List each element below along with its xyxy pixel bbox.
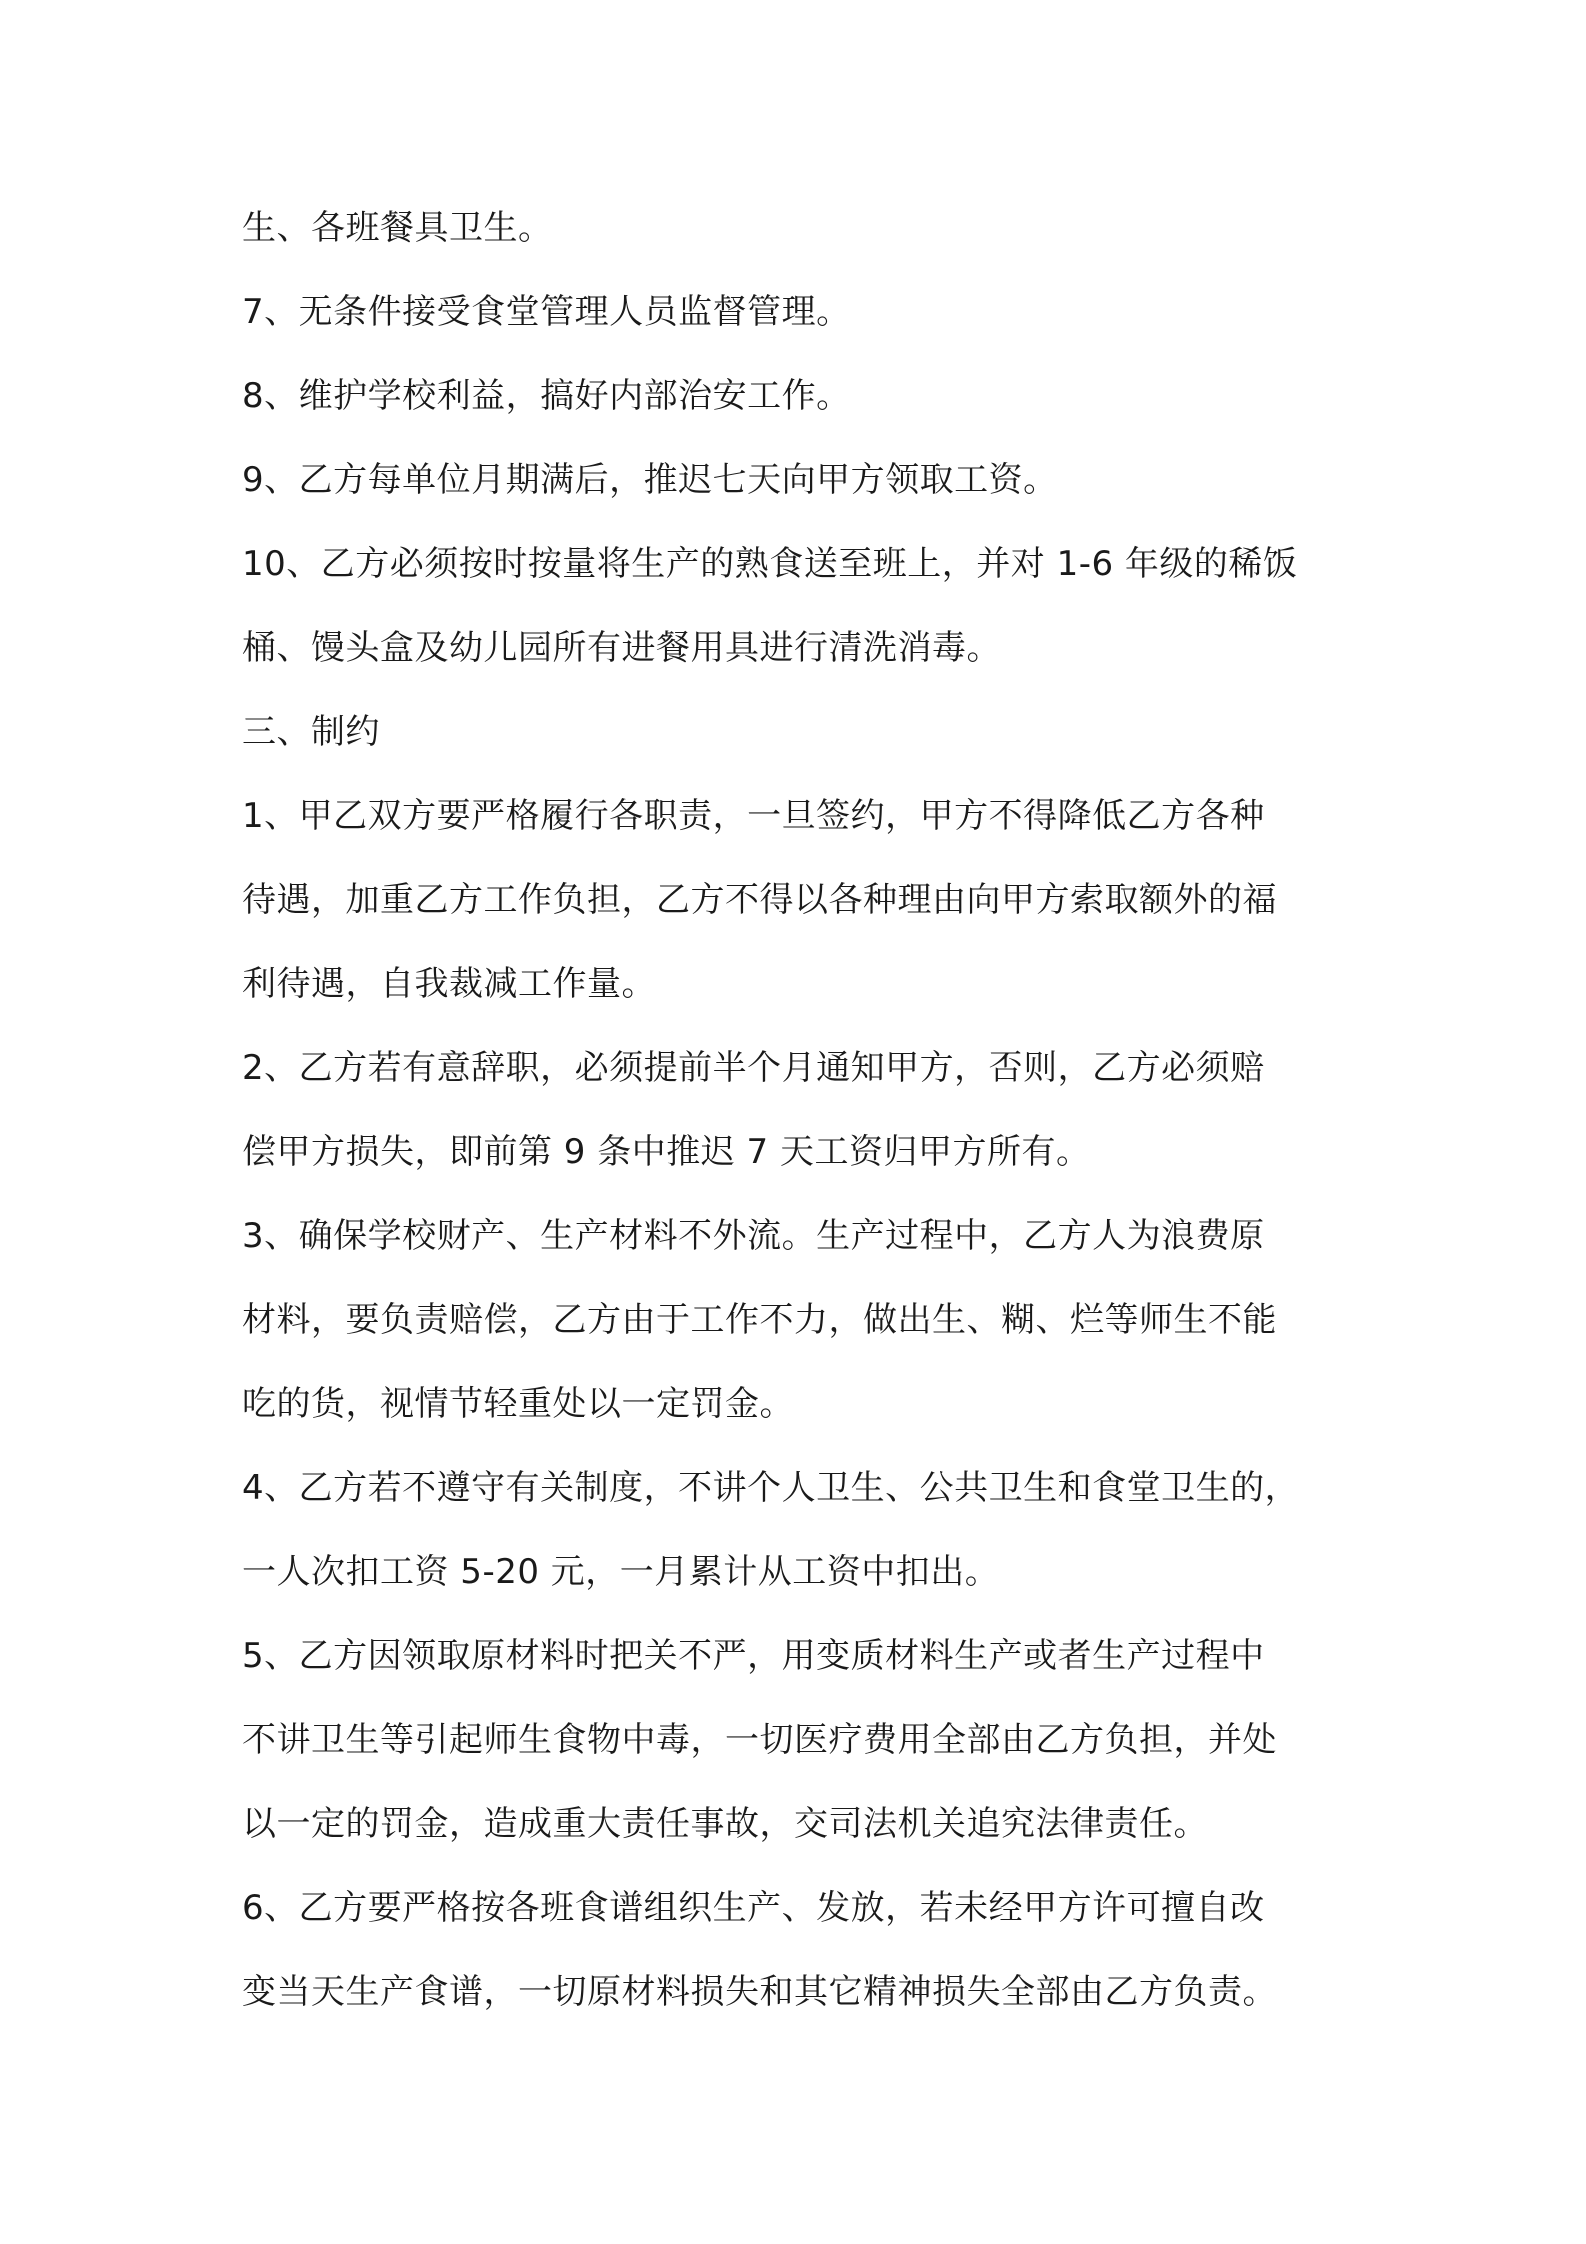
paragraph <box>242 354 1352 438</box>
paragraph <box>242 522 1352 690</box>
text-line: 一人次扣工资 5-20 元，一月累计从工资中扣出。 <box>242 1552 1000 1592</box>
text-line: 利待遇，自我裁减工作量。 <box>242 964 656 1004</box>
text-line: 桶、馒头盒及幼儿园所有进餐用具进行清洗消毒。 <box>242 628 1001 668</box>
text-line: 9、乙方每单位月期满后，推迟七天向甲方领取工资。 <box>242 460 1058 500</box>
text-line: 6、乙方要严格按各班食谱组织生产、发放，若未经甲方许可擅自改 <box>242 1888 1265 1928</box>
text-line: 7、无条件接受食堂管理人员监督管理。 <box>242 292 851 332</box>
paragraph <box>242 438 1352 522</box>
paragraph <box>242 1614 1352 1866</box>
paragraph <box>242 1026 1352 1194</box>
text-line: 材料，要负责赔偿，乙方由于工作不力，做出生、糊、烂等师生不能 <box>242 1300 1277 1340</box>
text-line: 不讲卫生等引起师生食物中毒，一切医疗费用全部由乙方负担，并处 <box>242 1720 1277 1760</box>
text-line: 以一定的罚金，造成重大责任事故，交司法机关追究法律责任。 <box>242 1804 1208 1844</box>
paragraph <box>242 1866 1352 2034</box>
text-line: 变当天生产食谱，一切原材料损失和其它精神损失全部由乙方负责。 <box>242 1972 1277 2012</box>
text-line: 10、乙方必须按时按量将生产的熟食送至班上，并对 1-6 年级的稀饭 <box>242 544 1298 584</box>
text-line: 2、乙方若有意辞职，必须提前半个月通知甲方，否则，乙方必须赔 <box>242 1048 1265 1088</box>
paragraph <box>242 270 1352 354</box>
text-line: 待遇，加重乙方工作负担，乙方不得以各种理由向甲方索取额外的福 <box>242 880 1277 920</box>
text-line: 8、维护学校利益，搞好内部治安工作。 <box>242 376 851 416</box>
paragraph <box>242 1446 1352 1614</box>
paragraph <box>242 774 1352 1026</box>
text-line: 三、制约 <box>242 712 380 752</box>
text-line: 5、乙方因领取原材料时把关不严，用变质材料生产或者生产过程中 <box>242 1636 1265 1676</box>
document-body <box>242 186 1352 2034</box>
paragraph <box>242 690 1352 774</box>
text-line: 生、各班餐具卫生。 <box>242 208 553 248</box>
text-line: 3、确保学校财产、生产材料不外流。生产过程中，乙方人为浪费原 <box>242 1216 1265 1256</box>
paragraph <box>242 186 1352 270</box>
text-line: 偿甲方损失，即前第 9 条中推迟 7 天工资归甲方所有。 <box>242 1132 1091 1172</box>
text-line: 4、乙方若不遵守有关制度，不讲个人卫生、公共卫生和食堂卫生的， <box>242 1468 1300 1508</box>
text-line: 1、甲乙双方要严格履行各职责，一旦签约，甲方不得降低乙方各种 <box>242 796 1265 836</box>
text-line: 吃的货，视情节轻重处以一定罚金。 <box>242 1384 794 1424</box>
paragraph <box>242 1194 1352 1446</box>
